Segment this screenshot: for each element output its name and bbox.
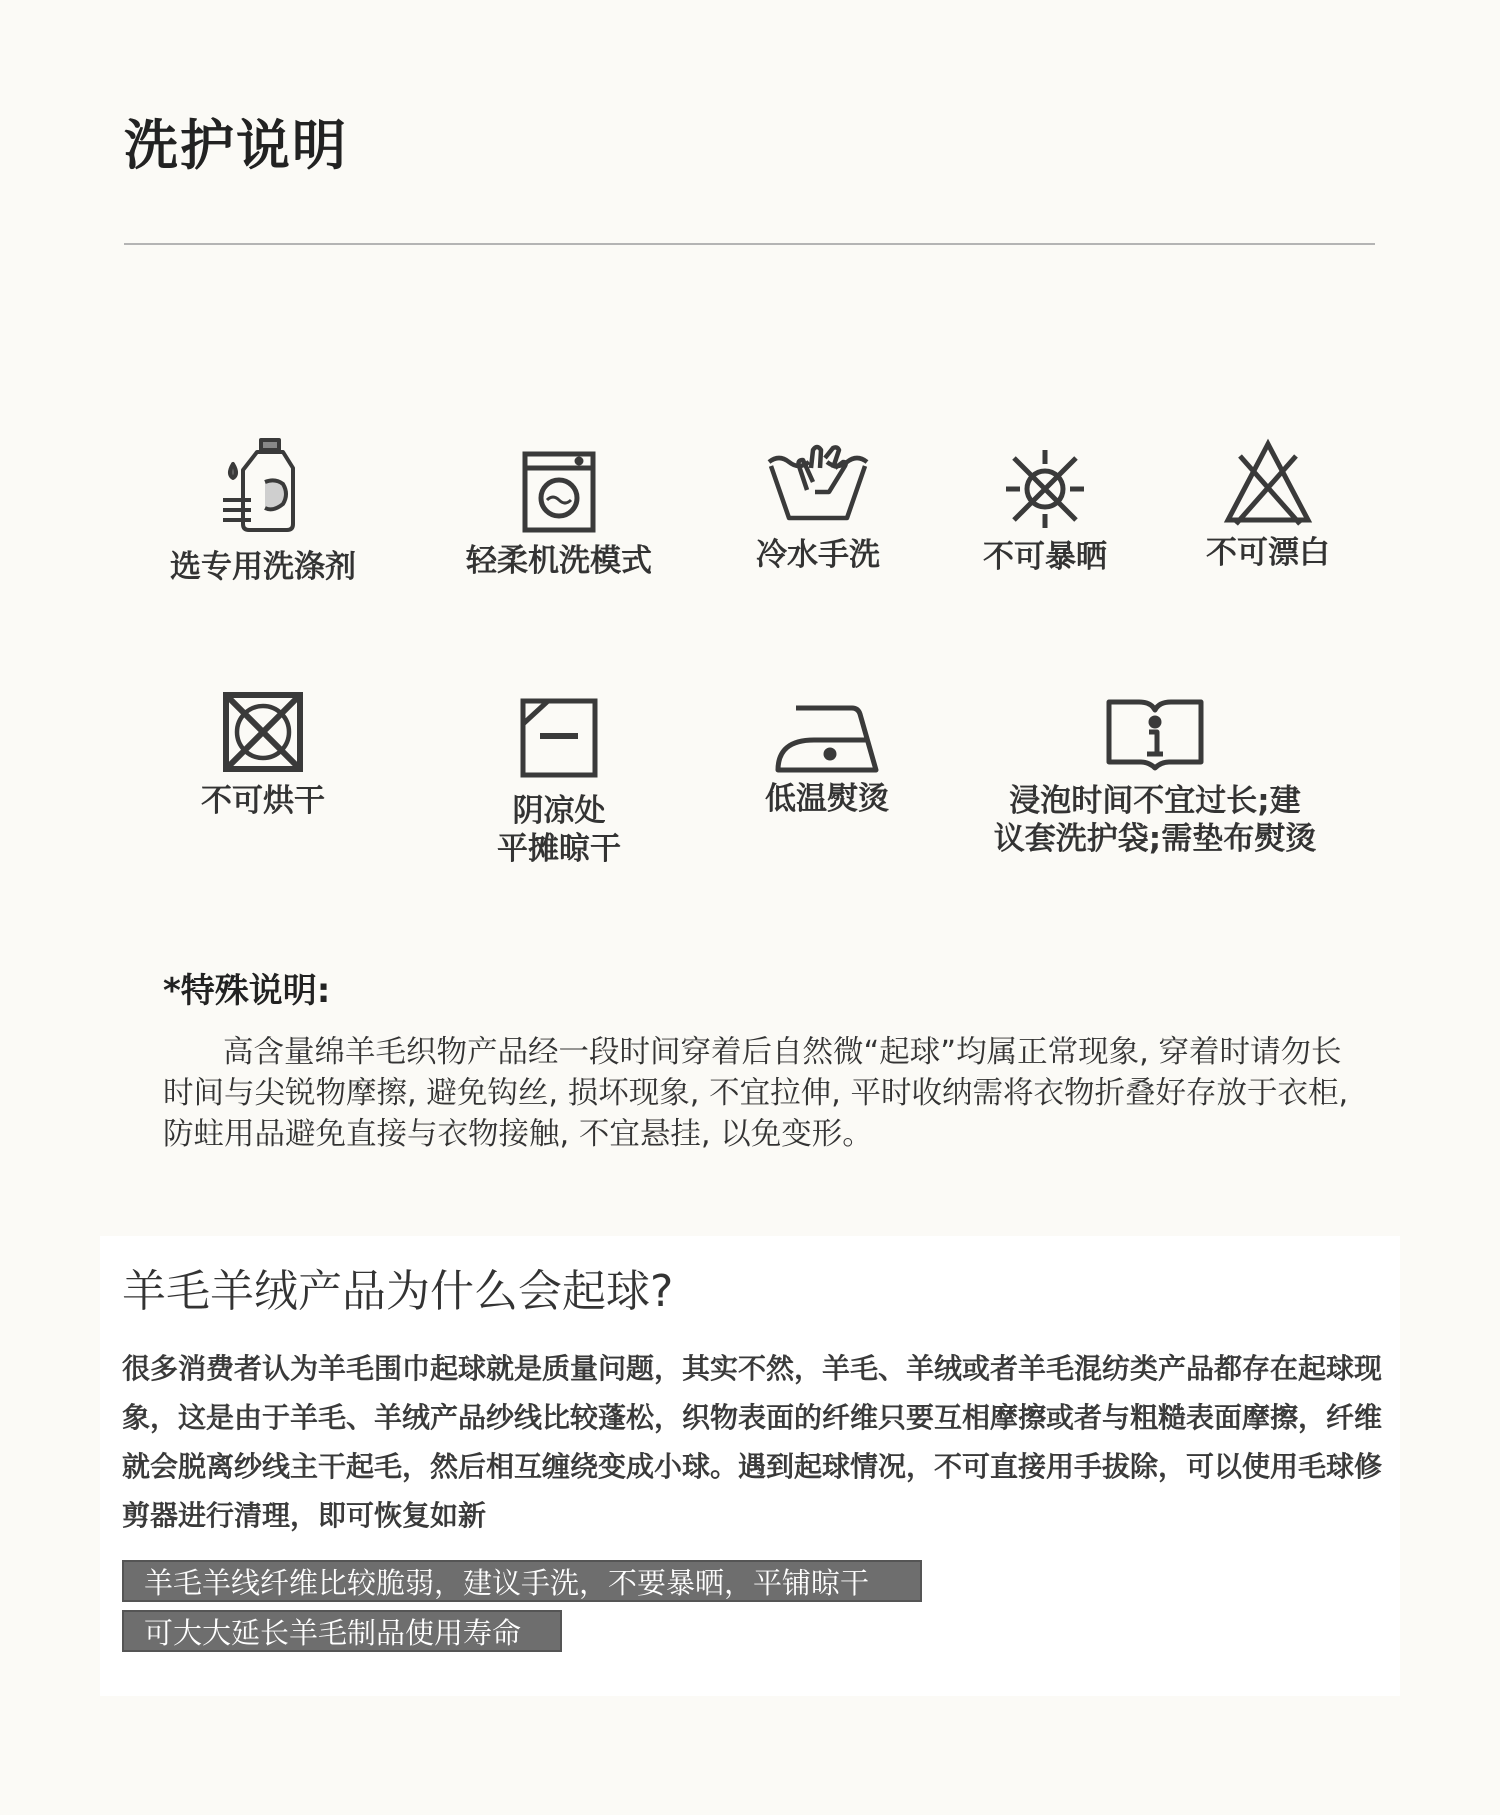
care-label: 轻柔机洗模式: [466, 543, 652, 579]
pilling-title: 羊毛羊绒产品为什么会起球?: [122, 1266, 674, 1317]
care-label: 不可烘干: [201, 783, 325, 819]
special-body: [163, 1032, 1353, 1155]
care-item-info: [970, 690, 1340, 858]
care-item-dry-flat-shade: [444, 696, 674, 868]
no-tumble-dry-icon: [221, 690, 305, 774]
special-heading: *特殊说明:: [163, 971, 331, 1011]
care-item-machine-wash: [444, 448, 674, 580]
page-title: 洗护说明: [124, 114, 348, 177]
tip-tag-text: 羊毛羊线纤维比较脆弱，建议手洗，不要暴晒，平铺晾干: [144, 1566, 870, 1600]
title-divider: [124, 243, 1375, 245]
dry-flat-in-shade-icon: [518, 696, 600, 780]
hand-wash-basin-icon: [763, 438, 873, 528]
tip-tag-text: 可大大延长羊毛制品使用寿命: [144, 1616, 522, 1650]
care-item-no-sun: [930, 444, 1160, 576]
care-label: 浸泡时间不宜过长;建 议套洗护袋;需垫布熨烫: [993, 783, 1317, 857]
pilling-panel: [100, 1236, 1400, 1696]
care-item-low-iron: [712, 700, 942, 818]
care-item-no-bleach: [1153, 436, 1383, 572]
care-label: 冷水手洗: [756, 537, 880, 573]
no-bleach-icon: [1220, 436, 1316, 532]
care-label: 选专用洗涤剂: [170, 549, 356, 585]
iron-low-temp-icon: [772, 700, 882, 776]
tip-tag: [122, 1560, 922, 1602]
care-label: 低温熨烫: [765, 781, 889, 817]
care-label: 不可漂白: [1206, 535, 1330, 571]
care-item-detergent: [148, 434, 378, 586]
detergent-bottle-icon: [213, 434, 313, 534]
care-item-no-tumble: [148, 690, 378, 820]
care-label: 阴凉处 平摊晾干: [497, 793, 621, 867]
washing-machine-icon: [519, 448, 599, 538]
tip-tag: [122, 1610, 562, 1652]
pilling-body: 很多消费者认为羊毛围巾起球就是质量问题，其实不然，羊毛、羊绒或者羊毛混纺类产品都存在起球现象，这是由于羊毛、羊绒产品纱线比较蓬松，织物表面的纤维只要互相摩擦或者与粗糙表面摩擦，纤维就会脱离纱线主干起毛，然后相互缠绕变成小球。遇到起球情况，不可直接用手拔除，可以使用毛球修剪器进行清理，即可恢复如新: [122, 1352, 1383, 1532]
care-item-hand-wash: [703, 438, 933, 574]
care-label: 不可暴晒: [983, 539, 1107, 575]
no-sun-dry-icon: [1000, 444, 1090, 534]
info-book-icon: [1103, 690, 1207, 774]
special-body-text: 高含量绵羊毛织物产品经一段时间穿着后自然微“起球”均属正常现象, 穿着时请勿长时间与尖锐物摩擦, 避免钩丝, 损坏现象, 不宜拉伸, 平时收纳需将衣物折叠好存放于衣柜, 防蛀用品避免直接与衣物接触, 不宜悬挂, 以免变形。: [163, 1035, 1349, 1152]
